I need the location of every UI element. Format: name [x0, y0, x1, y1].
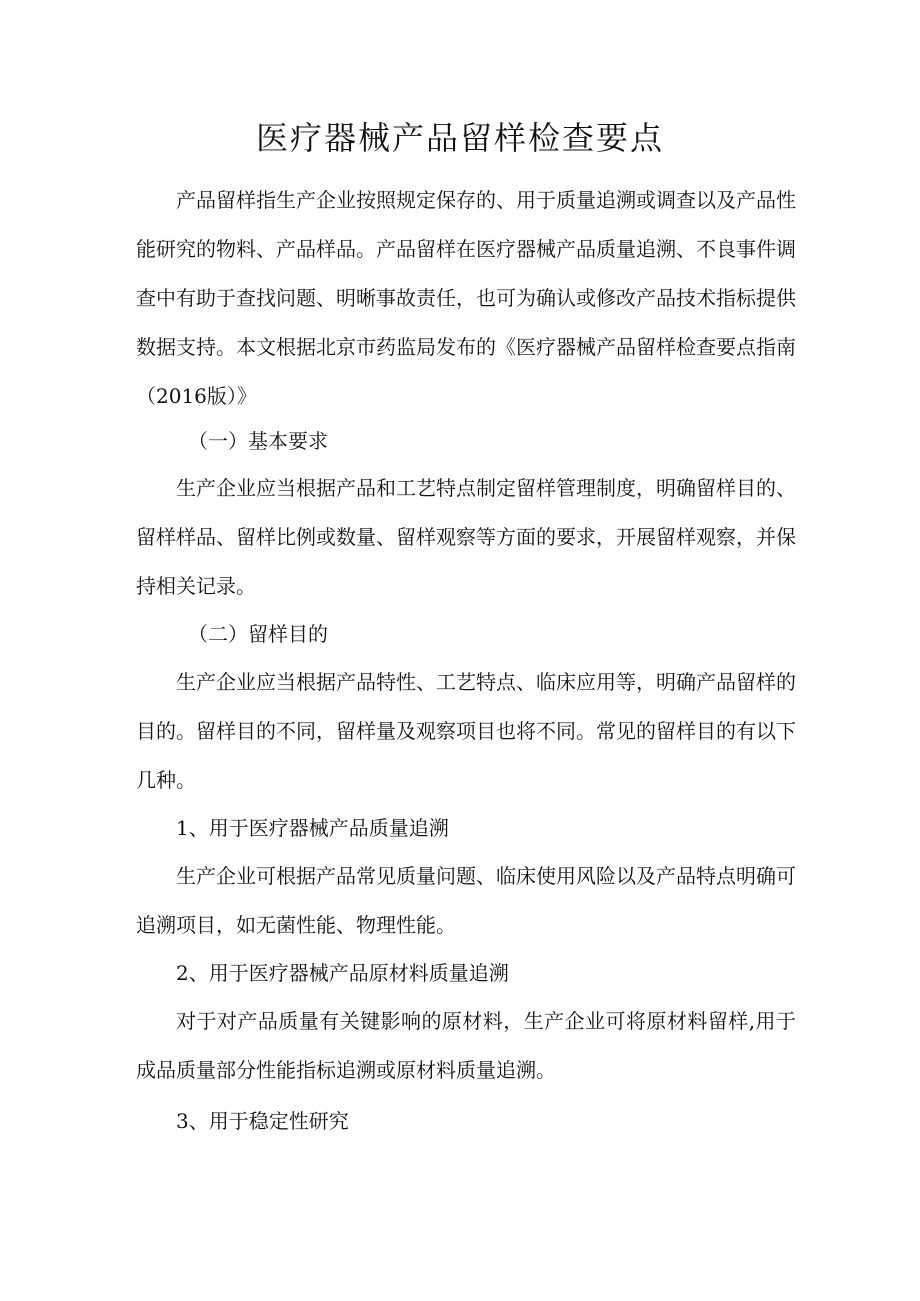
item-product-quality-traceability-body: 生产企业可根据产品常见质量问题、临床使用风险以及产品特点明确可追溯项目，如无菌性能、物理性能。	[136, 864, 796, 937]
section-heading-basic-requirements: （一）基本要求	[188, 429, 328, 453]
item-heading-raw-material-traceability: 2、用于医疗器械产品原材料质量追溯	[176, 961, 509, 985]
section-heading-sample-purpose: （二）留样目的	[188, 622, 328, 646]
intro-paragraph: 产品留样指生产企业按照规定保存的、用于质量追溯或调查以及产品性能研究的物料、产品样品。产品留样在医疗器械产品质量追溯、不良事件调查中有助于查找问题、明晰事故责任，也可为确认或修改产品技术指标提供数据支持。本文根据北京市药监局发布的《医疗器械产品留样检查要点指南（2016版）》	[136, 188, 796, 408]
item-heading-stability-study: 3、用于稳定性研究	[176, 1109, 349, 1133]
section-basic-requirements-body: 生产企业应当根据产品和工艺特点制定留样管理制度，明确留样目的、留样样品、留样比例或数量、留样观察等方面的要求，开展留样观察，并保持相关记录。	[136, 476, 796, 598]
item-raw-material-traceability-body: 对于对产品质量有关键影响的原材料，生产企业可将原材料留样,用于成品质量部分性能指标追溯或原材料质量追溯。	[136, 1009, 796, 1082]
item-heading-product-quality-traceability: 1、用于医疗器械产品质量追溯	[176, 816, 449, 840]
section-sample-purpose-body: 生产企业应当根据产品特性、工艺特点、临床应用等，明确产品留样的目的。留样目的不同，留样量及观察项目也将不同。常见的留样目的有以下几种。	[136, 670, 796, 792]
document-title: 医疗器械产品留样检查要点	[255, 119, 664, 157]
